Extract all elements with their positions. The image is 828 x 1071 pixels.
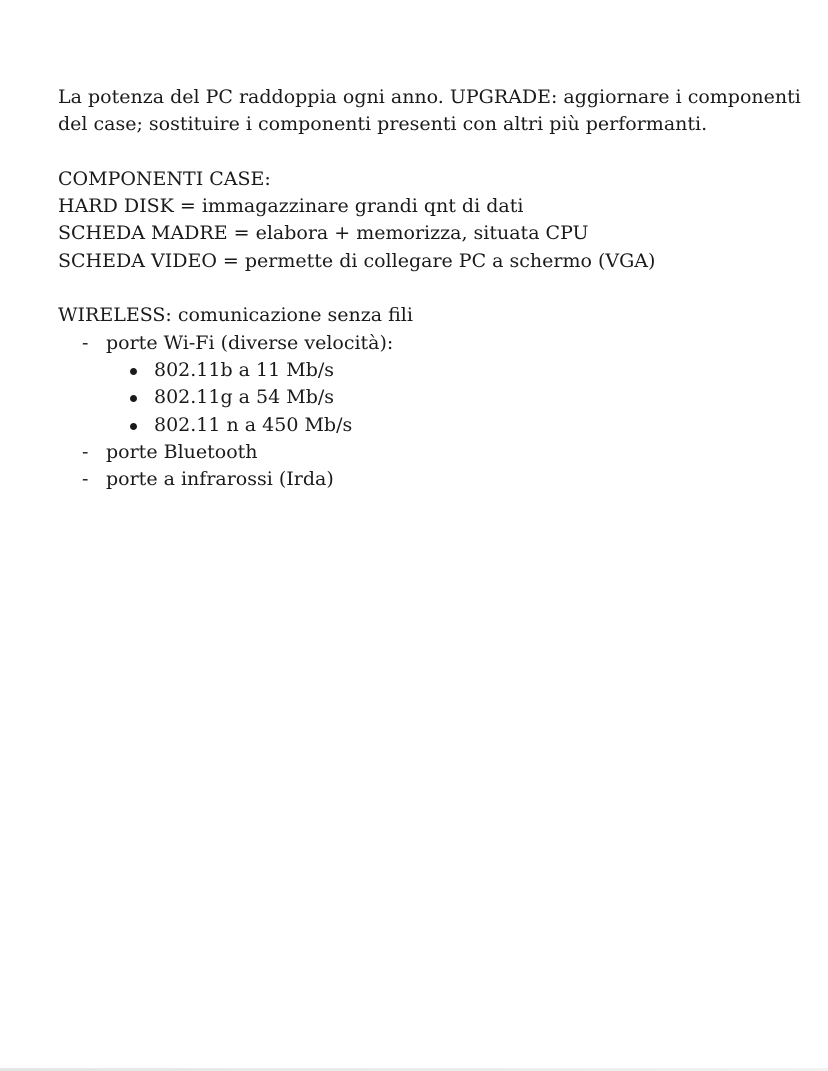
- dash-marker: -: [82, 468, 89, 491]
- list-item-wifi-speed: [58, 357, 778, 384]
- wifi-speed-80211g: 802.11g a 54 Mb/s: [154, 386, 335, 409]
- dash-marker: -: [82, 331, 89, 354]
- infrared-label: porte a infrarossi (Irda): [106, 468, 334, 491]
- wireless-port-list: [58, 330, 778, 494]
- wifi-speed-list: [106, 357, 778, 439]
- wireless-heading: WIRELESS: comunicazione senza fili: [58, 304, 413, 327]
- intro-paragraph: [58, 84, 801, 139]
- intro-line-2: del case; sostituire i componenti presenti con altri più performanti.: [58, 113, 708, 136]
- components-heading: COMPONENTI CASE:: [58, 167, 271, 190]
- bullet-icon: [130, 423, 137, 430]
- list-item-wifi: [58, 330, 778, 439]
- components-section: [58, 166, 778, 275]
- bullet-icon: [130, 395, 137, 402]
- document-page: [58, 84, 801, 493]
- component-motherboard: SCHEDA MADRE = elabora + memorizza, situata CPU: [58, 222, 589, 245]
- wireless-section: [58, 302, 778, 493]
- paragraph-spacer: [58, 275, 778, 302]
- wifi-label: porte Wi-Fi (diverse velocità):: [106, 331, 394, 354]
- wifi-speed-80211n: 802.11 n a 450 Mb/s: [154, 413, 353, 436]
- paragraph-spacer: [58, 139, 778, 166]
- component-hard-disk: HARD DISK = immagazzinare grandi qnt di dati: [58, 195, 524, 218]
- bullet-icon: [130, 368, 137, 375]
- list-item-bluetooth: [58, 439, 778, 466]
- wifi-speed-80211b: 802.11b a 11 Mb/s: [154, 358, 335, 381]
- list-item-wifi-speed: [58, 412, 778, 439]
- list-item-wifi-speed: [58, 384, 778, 411]
- dash-marker: -: [82, 440, 89, 463]
- list-item-infrared: [58, 466, 778, 493]
- component-video-card: SCHEDA VIDEO = permette di collegare PC a schermo (VGA): [58, 249, 656, 272]
- bluetooth-label: porte Bluetooth: [106, 440, 258, 463]
- intro-line-1: La potenza del PC raddoppia ogni anno. UPGRADE: aggiornare i componenti: [58, 86, 801, 108]
